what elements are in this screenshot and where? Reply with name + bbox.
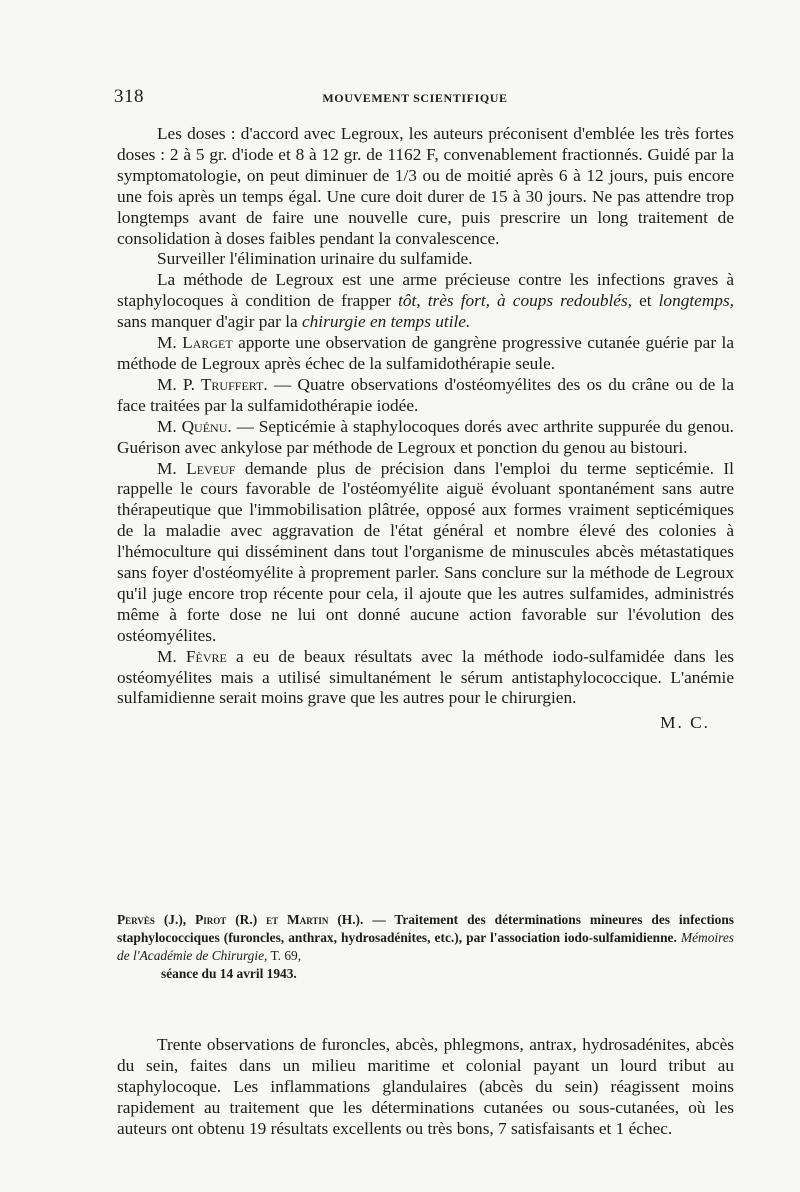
paragraph [117,459,734,647]
signature: M. C. [660,713,710,733]
text-run: — Quatre observations d'ostéomyélites des os du crâne ou de la face traitées par la sulfamidothérapie iodée. [117,374,734,415]
text-run: sans manquer d'agir par la [117,312,302,332]
paragraph [117,375,734,417]
speaker-name: M. P. Truffert. [157,374,268,394]
paragraph: Surveiller l'élimination urinaire du sulfamide. [157,249,473,269]
reference-title: — Traitement des déterminations mineures des infections staphylococciques (furoncles, anthrax, hydrosadénites, etc.), par l'association iodo-sulfamidienne. [117,912,734,945]
emphasis: tôt, très fort, à coups redoublés, [398,291,632,311]
reference-authors: Pervès (J.), Pirot (R.) et Martin (H.). [117,912,364,927]
text-run: demande plus de précision dans l'emploi du terme septicémie. Il rappelle le cours favorable de l'ostéomyélite aiguë évoluant spontanément sans autre thérapeutique que l'immobilisation plâtrée, opposé aux formes vraiment septicémiques de la maladie avec aggravation de l'état général et nombre élevé des colonies à l'hémoculture qui disséminent dans tout l'organisme de minuscules abcès métastatiques sans foyer d'ostéomyélite à proprement parler. Sans conclure sur la méthode de Legroux qu'il juge encore trop récente pour cela, il ajoute que les autres sulfamides, administrés même à forte dose ne lui ont donné aucune action favorable sur l'évolution des ostéomyélites. [117,458,734,645]
paragraph [117,333,734,375]
paragraph: Les doses : d'accord avec Legroux, les auteurs préconisent d'emblée les très fortes doses : 2 à 5 gr. d'iode et 8 à 12 gr. de 1162 F, convenablement fractionnés. Guidé par la symptomatologie, on peut diminuer de 1/3 ou de moitié après 6 à 12 jours, puis encore une fois après un temps égal. Une cure doit durer de 15 à 30 jours. Ne pas attendre trop longtemps avant de faire une nouvelle cure, puis prescrire un long traitement de consolidation à doses faibles pendant la convalescence. [117,124,734,248]
reference-session: séance du 14 avril 1943. [161,966,297,981]
reference-journal: Mémoires de l'Académie de Chirurgie, [117,930,734,963]
emphasis: chirurgie en temps utile. [301,312,471,332]
text-run: apporte une observation de gangrène progressive cutanée guérie par la méthode de Legroux après échec de la sulfamidothérapie seule. [117,333,734,373]
abstract-body [117,1035,734,1140]
text-run: et [632,291,659,311]
running-title: MOUVEMENT SCIENTIFIQUE [322,91,508,105]
reference-volume: T. 69, [267,948,302,963]
speaker-name: M. Leveuf [157,458,236,478]
paragraph [117,270,734,333]
speaker-name: M. Larget [157,333,233,353]
text-run: — Septicémie à staphylocoques dorés avec arthrite suppurée du genou. Guérison avec ankylose par méthode de Legroux et ponction du genou au bistouri. [117,416,734,457]
speaker-name: M. Fèvre [157,646,227,666]
paragraph: Trente observations de furoncles, abcès, phlegmons, antrax, hydrosadénites, abcès du sein, faites dans un milieu maritime et colonial payant un lourd tribut au staphylocoque. Les inflammations glandulaires (abcès du sein) réagissent moins rapidement au traitement que les déterminations cutanées ou sous-cutanées, où les auteurs ont obtenu 19 résultats excellents ou très bons, 7 satisfaisants et 1 échec. [117,1035,734,1138]
paragraph [117,417,734,459]
bibliographic-reference [117,911,734,983]
speaker-name: M. Quénu. [157,416,232,436]
paragraph [117,647,734,710]
emphasis: longtemps, [658,291,734,311]
article-body [117,124,734,734]
text-run: La méthode de Legroux est une arme précieuse contre les infections graves à staphylocoques à condition de frapper [117,270,734,311]
text-run: a eu de beaux résultats avec la méthode iodo-sulfamidée dans les ostéomyélites mais a utilisé simultanément le sérum antistaphylococcique. L'anémie sulfamidienne serait moins grave que les autres pour le chirurgien. [117,646,735,708]
page-number: 318 [114,86,144,107]
